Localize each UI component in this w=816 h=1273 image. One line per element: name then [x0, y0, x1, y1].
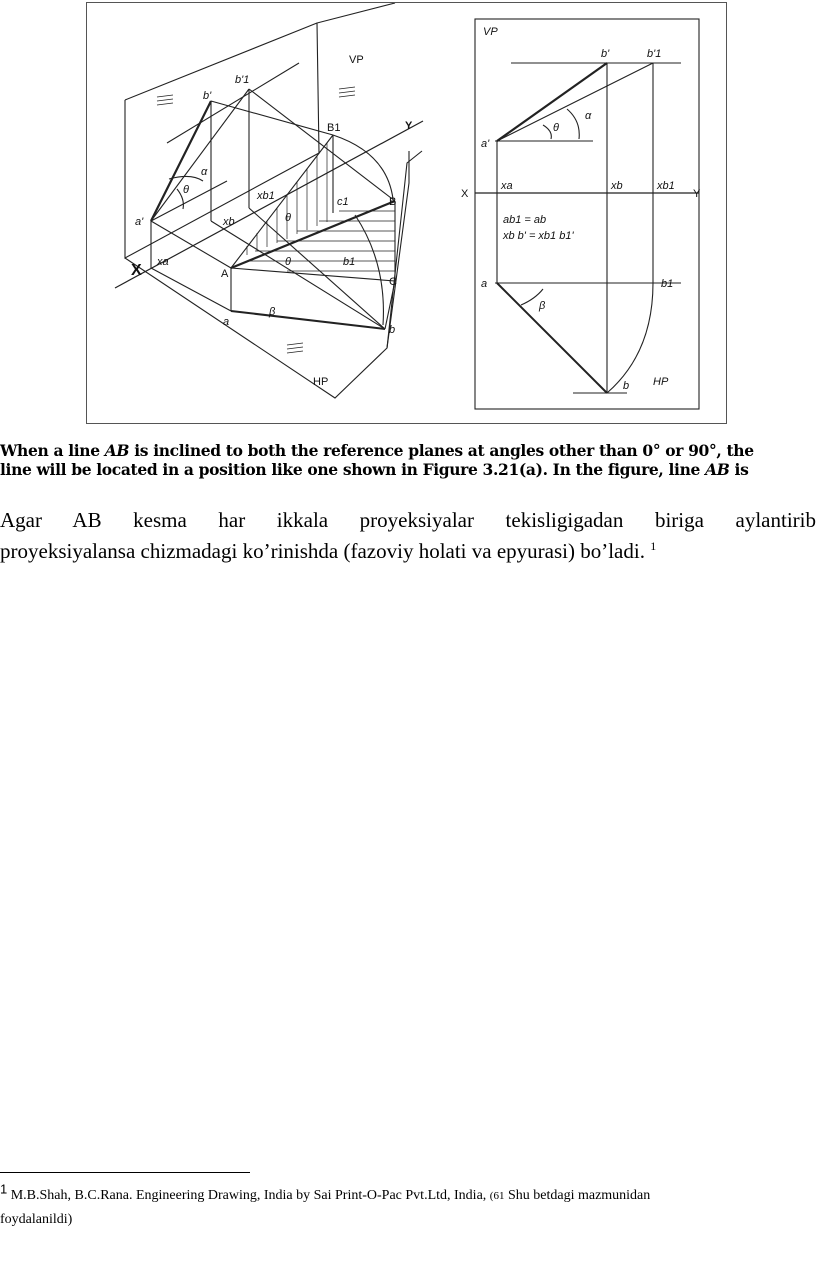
- label-eq2: xb b' = xb1 b1': [503, 230, 574, 242]
- vp-plane: [125, 3, 395, 258]
- caption-line-1: When a line AB is inclined to both the reference planes at angles other than 0° or 90°, the: [0, 441, 754, 460]
- label-xb-right: xb: [611, 180, 623, 192]
- label-theta-left-3: θ: [285, 256, 291, 268]
- label-B1: B1: [327, 122, 341, 134]
- label-a-right: a: [481, 278, 488, 290]
- vp-top-edge: [125, 23, 317, 100]
- label-xa-left: xa: [157, 256, 169, 268]
- body-paragraph: [0, 505, 816, 567]
- label-b1-prime-left: b'1: [235, 74, 250, 86]
- label-xb1-right: xb1: [657, 180, 675, 192]
- label-A: A: [221, 268, 229, 280]
- label-a-prime-left: a': [135, 216, 144, 228]
- label-B: B: [389, 196, 397, 208]
- label-beta-right: β: [539, 300, 546, 312]
- line-xa-a: [151, 268, 231, 311]
- label-b-left: b: [389, 324, 396, 336]
- body-line-2: proyeksiyalansa chizmadagi ko’rinishda (fazoviy holati va epyurasi) bo’ladi. $^1$: [0, 539, 657, 563]
- label-beta-left: β: [269, 306, 276, 318]
- label-x-right: X: [461, 188, 469, 200]
- footnote-reference[interactable]: 1: [650, 539, 657, 553]
- label-vp-right: VP: [483, 26, 498, 38]
- label-b-prime-right: b': [601, 48, 610, 60]
- projection-drawing: [87, 3, 728, 425]
- label-theta-left-1: θ: [183, 184, 189, 196]
- hatch-horizontal: [247, 211, 395, 271]
- locus-a-prime: [151, 181, 227, 221]
- label-b-right: b: [623, 380, 630, 392]
- label-b-prime-left: b': [203, 90, 212, 102]
- arc-alpha-right: [567, 109, 579, 139]
- label-y-right: Y: [693, 188, 701, 200]
- label-theta-left-2: θ: [285, 212, 291, 224]
- label-x-left: X: [131, 262, 142, 279]
- label-hp-left: HP: [313, 376, 329, 388]
- footnote-separator: [0, 1172, 250, 1173]
- front-view-right: [497, 63, 607, 141]
- top-view-right: [497, 283, 607, 393]
- label-b1-left: b1: [343, 256, 356, 268]
- link-b1-B: [249, 89, 395, 201]
- figure-caption: [0, 441, 816, 479]
- line-A-C: [231, 268, 395, 281]
- label-C: C: [389, 276, 397, 288]
- figure-3-21: [86, 2, 727, 424]
- label-xa-right: xa: [501, 180, 513, 192]
- label-a-left: a: [223, 316, 230, 328]
- arc-theta-right: [543, 125, 551, 139]
- label-alpha-left: α: [201, 166, 208, 178]
- label-theta-right: θ: [553, 122, 559, 134]
- label-b1-prime-right: b'1: [647, 48, 662, 60]
- true-length-front: [497, 63, 653, 141]
- front-view-line: [151, 101, 211, 221]
- label-b1-right: b1: [661, 278, 674, 290]
- label-xb-left: xb: [223, 216, 235, 228]
- label-eq1: ab1 = ab: [503, 214, 547, 226]
- label-vp-left: VP: [349, 54, 364, 66]
- label-xb1-left: xb1: [257, 190, 275, 202]
- footnote-line-2: foydalanildi): [0, 1212, 73, 1227]
- label-c1: c1: [337, 196, 349, 208]
- label-y-left: Y: [405, 120, 413, 132]
- arc-B1-B: [333, 135, 393, 199]
- line-xb-b: [211, 221, 385, 329]
- label-a-prime-right: a': [481, 138, 490, 150]
- label-hp-right: HP: [653, 376, 669, 388]
- arc-b1-b: [355, 215, 383, 325]
- label-alpha-right: α: [585, 110, 592, 122]
- top-view-ab: [231, 311, 385, 329]
- caption-line-2: line will be located in a position like one shown in Figure 3.21(a). In the figure, line AB is: [0, 460, 749, 479]
- front-view-true-length: [151, 89, 249, 221]
- footnote: [0, 1181, 816, 1232]
- body-line-1: Agar AB kesma har ikkala proyeksiyalar tekisligigadan biriga aylantirib: [0, 508, 816, 532]
- arc-b1-b-right: [607, 283, 653, 393]
- footnote-line-1: 1 M.B.Shah, B.C.Rana. Engineering Drawing, India by Sai Print-O-Pac Pvt.Ltd, India, (61 Shu betdagi mazmunidan: [0, 1181, 651, 1203]
